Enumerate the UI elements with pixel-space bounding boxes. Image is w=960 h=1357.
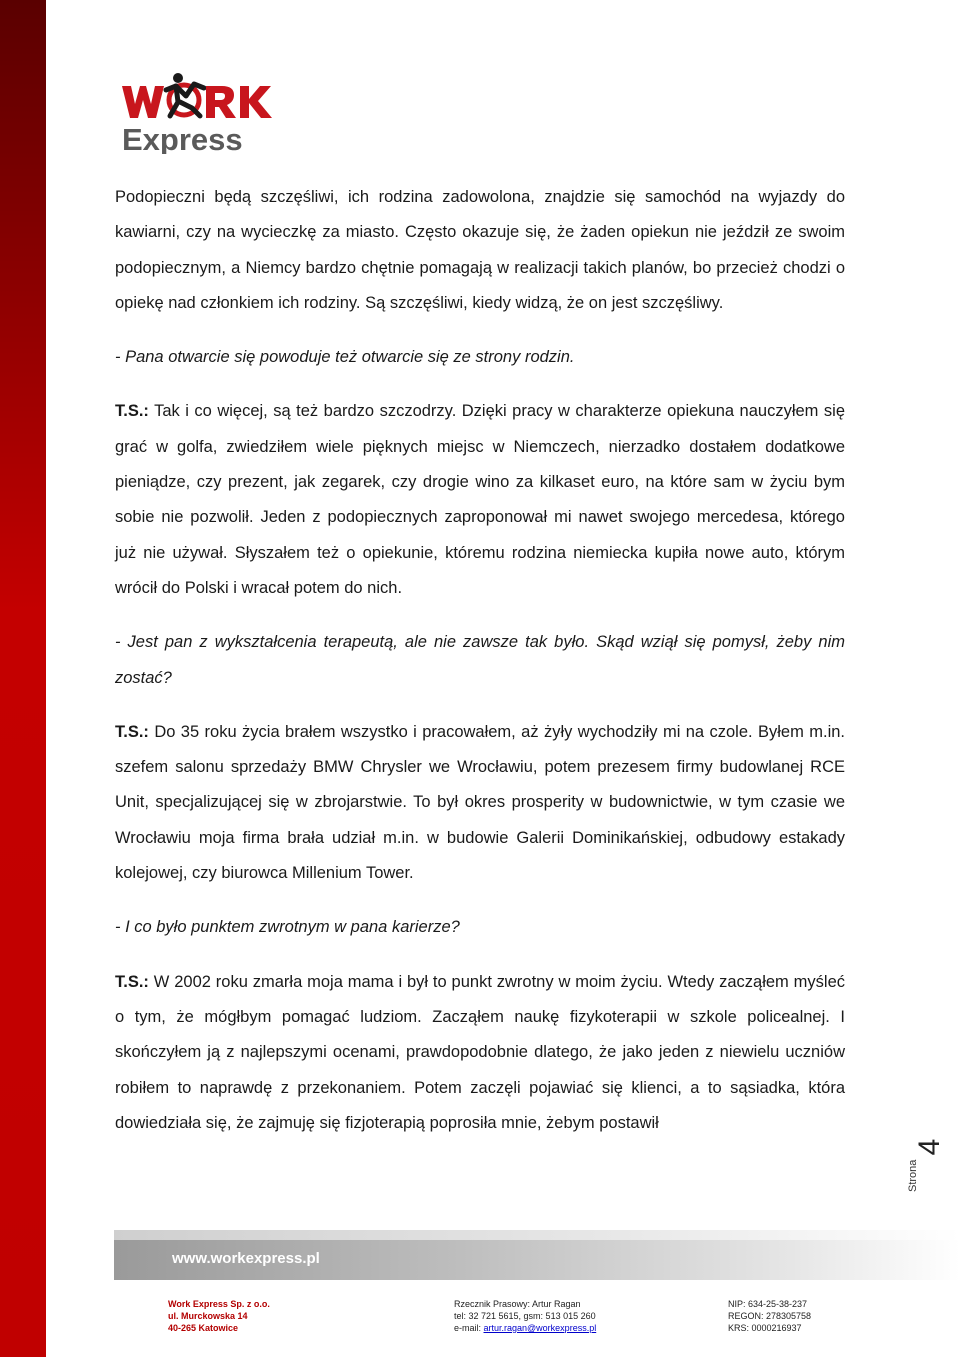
page-number-value: 4 xyxy=(913,1138,946,1156)
interview-answer-2 xyxy=(115,715,845,891)
answer-text: W 2002 roku zmarła moja mama i był to punkt zwrotny w moim życiu. Wtedy zacząłem myśleć o tym, że mógłbym pomagać ludziom. Zacząłem naukę fizykoterapii w szkole policealnej. I skończyłem ją z najlepszymi ocenami, prawdopodobnie dlatego, że jako jeden z niewielu uczniów robiłem to naprawdę z przekonaniem. Potem zaczęli pojawiać się klienci, a to sąsiadka, która dowiedziała się, że zajmuję się fizjoterapią poprosiła mnie, żebym postawił xyxy=(115,972,845,1132)
company-city: 40-265 Katowice xyxy=(168,1323,239,1333)
interview-question-1: - Pana otwarcie się powoduje też otwarcie się ze strony rodzin. xyxy=(115,348,575,367)
article-content xyxy=(115,180,845,1160)
speaker-label: T.S.: xyxy=(115,722,149,741)
interview-question-2: - Jest pan z wykształcenia terapeutą, ale nie zawsze tak było. Skąd wziął się pomysł, żeby nim zostać? xyxy=(115,633,845,687)
email-label: e-mail: xyxy=(454,1323,484,1333)
company-name: Work Express Sp. z o.o. xyxy=(168,1299,270,1309)
spokesperson: Rzecznik Prasowy: Artur Ragan xyxy=(454,1299,581,1309)
work-express-logo xyxy=(120,68,286,154)
footer-company xyxy=(168,1298,270,1334)
page-number xyxy=(893,1120,953,1210)
left-decorative-bar xyxy=(0,0,46,1357)
website-link[interactable]: www.workexpress.pl xyxy=(172,1250,320,1267)
speaker-label: T.S.: xyxy=(115,972,149,991)
footer-registry xyxy=(728,1298,811,1334)
answer-text: Do 35 roku życia brałem wszystko i pracowałem, aż żyły wychodziły mi na czole. Byłem m.in. szefem salonu sprzedaży BMW Chrysler we Wrocławiu, potem prezesem firmy budowlanej RCE Unit, specjalizującej się w zbrojarstwie. To był okres prosperity w budownictwie, w tym czasie we Wrocławiu moja firma brała udział m.in. w budowie Galerii Dominikańskiej, odbudowy estakady kolejowej, czy biurowca Millenium Tower. xyxy=(115,722,845,883)
logo-express-text: Express xyxy=(122,122,243,154)
krs: KRS: 0000216937 xyxy=(728,1323,802,1333)
page-label: Strona xyxy=(907,1159,919,1192)
company-street: ul. Murckowska 14 xyxy=(168,1311,248,1321)
interview-answer-1 xyxy=(115,394,845,606)
footer-band xyxy=(114,1240,960,1280)
logo-graphic xyxy=(120,68,286,154)
interview-answer-3 xyxy=(115,965,845,1141)
phone: tel: 32 721 5615, gsm: 513 015 260 xyxy=(454,1311,596,1321)
email-link[interactable]: artur.ragan@workexpress.pl xyxy=(483,1323,597,1333)
paragraph-1: Podopieczni będą szczęśliwi, ich rodzina zadowolona, znajdzie się samochód na wyjazdy do kawiarni, czy na wycieczkę za miasto. Często okazuje się, że żaden opiekun nie jeździł ze swoim podopiecznym, a Niemcy bardzo chętnie pomagają w realizacji takich planów, bo przecież chodzi o opiekę nad członkiem ich rodziny. Są szczęśliwi, kiedy widzą, że on jest szczęśliwy. xyxy=(115,188,845,312)
nip: NIP: 634-25-38-237 xyxy=(728,1299,808,1309)
email-line xyxy=(454,1322,596,1334)
answer-text: Tak i co więcej, są też bardzo szczodrzy. Dzięki pracy w charakterze opiekuna nauczyłem się grać w golfa, zwiedziłem wiele pięknych miejsc w Niemczech, nierzadko dostałem dodatkowe pieniądze, czy prezent, jak zegarek, czy drogie wino za kilkaset euro, na które sam w życiu bym sobie nie pozwolił. Jeden z podopiecznych zaproponował mi nawet swojego mercedesa, którego już nie używał. Słyszałem też o opiekunie, któremu rodzina niemiecka kupiła nowe auto, którym wrócił do Polski i wracał potem do nich. xyxy=(115,402,845,597)
footer-contact xyxy=(454,1298,596,1334)
footer-strip xyxy=(114,1230,960,1240)
speaker-label: T.S.: xyxy=(115,402,149,421)
regon: REGON: 278305758 xyxy=(728,1311,812,1321)
interview-question-3: - I co było punktem zwrotnym w pana karierze? xyxy=(115,918,460,937)
